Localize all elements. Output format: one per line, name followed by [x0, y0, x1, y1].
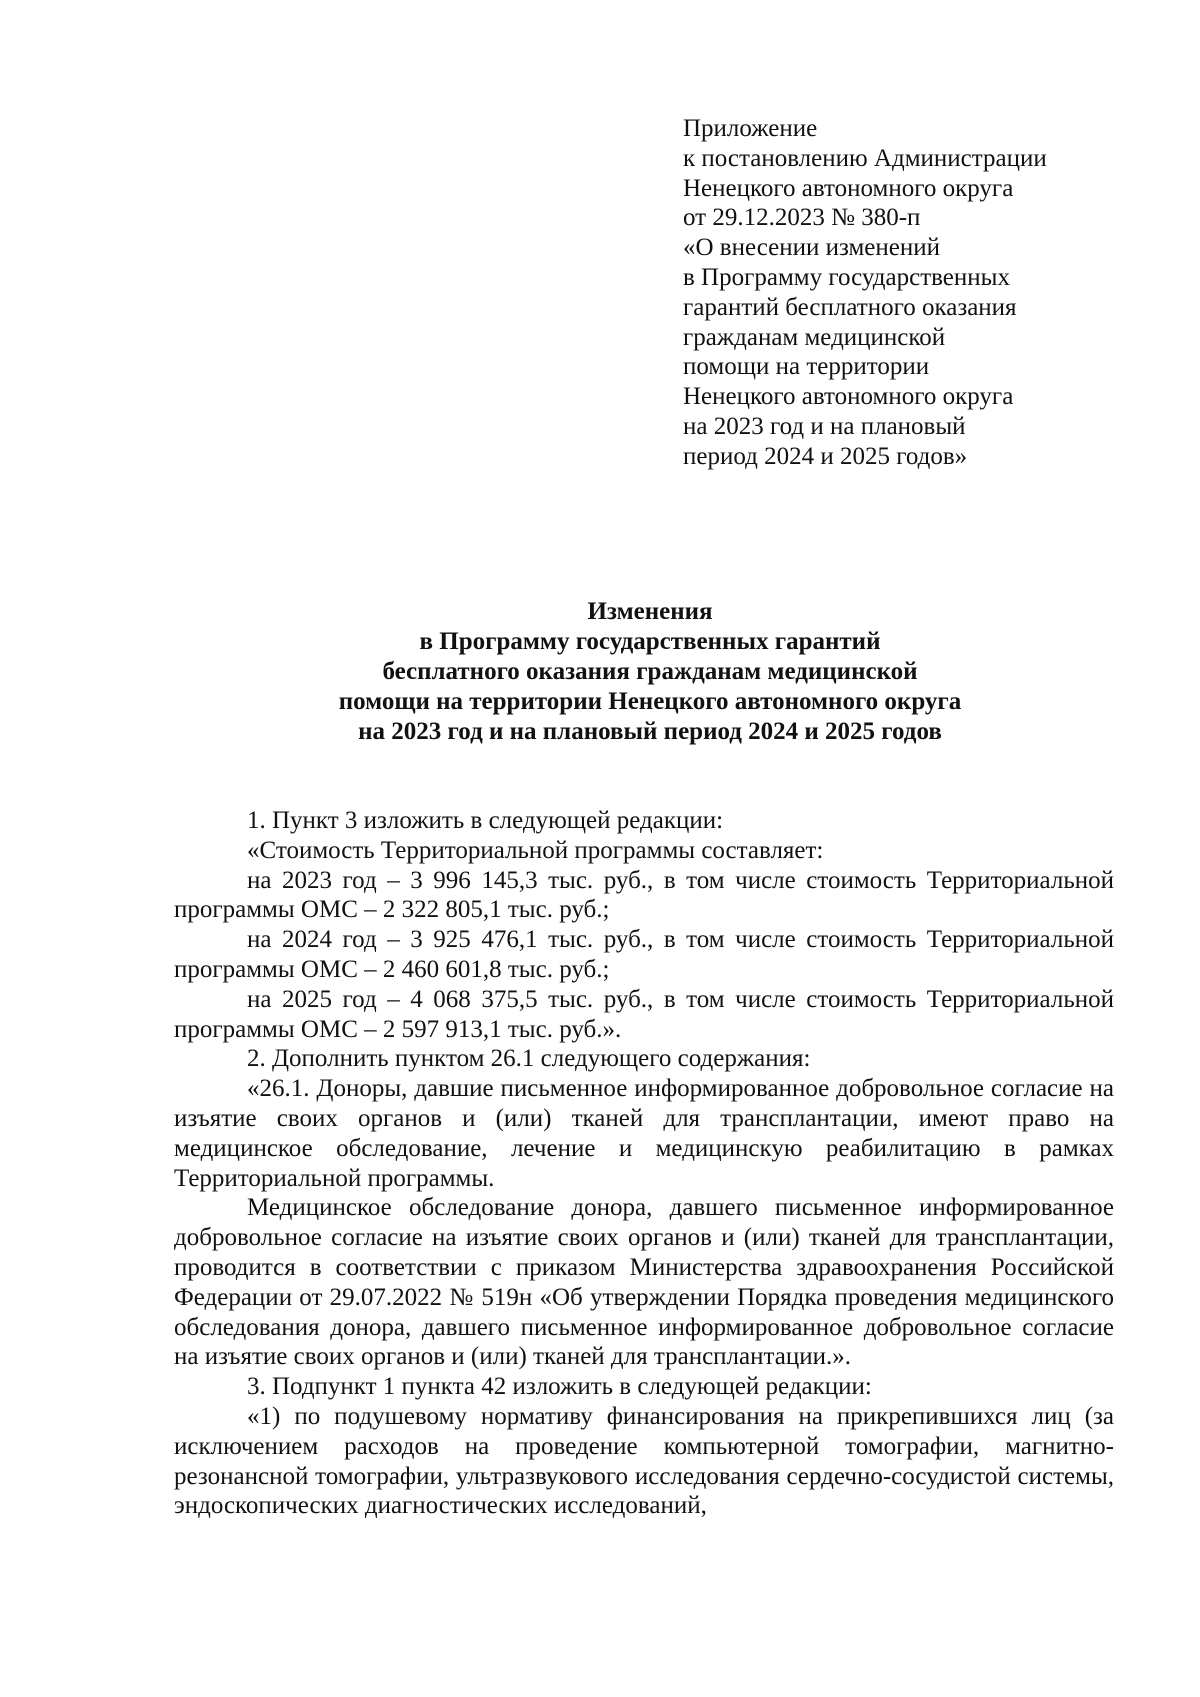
appendix-line: Ненецкого автономного округа: [683, 383, 1014, 411]
appendix-line: от 29.12.2023 № 380-п: [683, 204, 921, 232]
appendix-block: [683, 114, 1103, 472]
body-paragraph: «Стоимость Территориальной программы составляет:: [247, 836, 824, 864]
appendix-line: на 2023 год и на плановый: [683, 412, 966, 440]
title-line: помощи на территории Ненецкого автономного округа: [338, 688, 962, 715]
document-title: [180, 597, 1120, 747]
body-paragraph: «1) по подушевому нормативу финансирования на прикрепившихся лиц (за исключением расходов на проведение компьютерной томографии, магнитно-резонансной томографии, ультразвукового исследования сердечно-сосудистой системы, эндоскопических диагностических исследований,: [174, 1402, 1114, 1520]
title-line: на 2023 год и на плановый период 2024 и 2025 годов: [358, 718, 942, 745]
appendix-line: гражданам медицинской: [683, 323, 946, 351]
body-paragraph: 2. Дополнить пунктом 26.1 следующего содержания:: [247, 1045, 811, 1073]
title-line: Изменения: [587, 598, 713, 625]
appendix-line: в Программу государственных: [683, 263, 1010, 291]
body-paragraph: на 2023 год – 3 996 145,3 тыс. руб., в том числе стоимость Территориальной программы ОМС – 2 322 805,1 тыс. руб.;: [174, 866, 1114, 924]
body-paragraph: 1. Пункт 3 изложить в следующей редакции:: [247, 807, 724, 834]
appendix-line: Приложение: [683, 115, 818, 142]
appendix-line: к постановлению Администрации: [683, 144, 1047, 172]
body-paragraph: 3. Подпункт 1 пункта 42 изложить в следующей редакции:: [247, 1373, 872, 1401]
appendix-line: помощи на территории: [683, 353, 930, 381]
title-line: бесплатного оказания гражданам медицинской: [382, 658, 918, 685]
appendix-line: «О внесении изменений: [683, 234, 941, 262]
appendix-line: период 2024 и 2025 годов»: [683, 442, 968, 470]
body-paragraph: на 2024 год – 3 925 476,1 тыс. руб., в том числе стоимость Территориальной программы ОМС – 2 460 601,8 тыс. руб.;: [174, 926, 1114, 983]
appendix-line: Ненецкого автономного округа: [683, 174, 1014, 202]
appendix-line: гарантий бесплатного оказания: [683, 293, 1017, 321]
body-paragraph: Медицинское обследование донора, давшего письменное информированное добровольное согласие на изъятие своих органов и (или) тканей для трансплантации, проводится в соответствии с приказом Министерства здравоохранения Российской Федерации от 29.07.2022 № 519н «Об утверждении Порядка проведения медицинского обследования донора, давшего письменное информированное добровольное согласие на изъятие своих органов и (или) тканей для трансплантации.».: [174, 1194, 1114, 1371]
title-line: в Программу государственных гарантий: [419, 628, 881, 655]
body-paragraph: на 2025 год – 4 068 375,5 тыс. руб., в том числе стоимость Территориальной программы ОМС – 2 597 913,1 тыс. руб.».: [174, 985, 1114, 1043]
body-paragraph: «26.1. Доноры, давшие письменное информированное добровольное согласие на изъятие своих органов и (или) тканей для трансплантации, имеют право на медицинское обследование, лечение и медицинскую реабилитацию в рамках Территориальной программы.: [174, 1075, 1114, 1192]
document-body: [174, 806, 1114, 1521]
